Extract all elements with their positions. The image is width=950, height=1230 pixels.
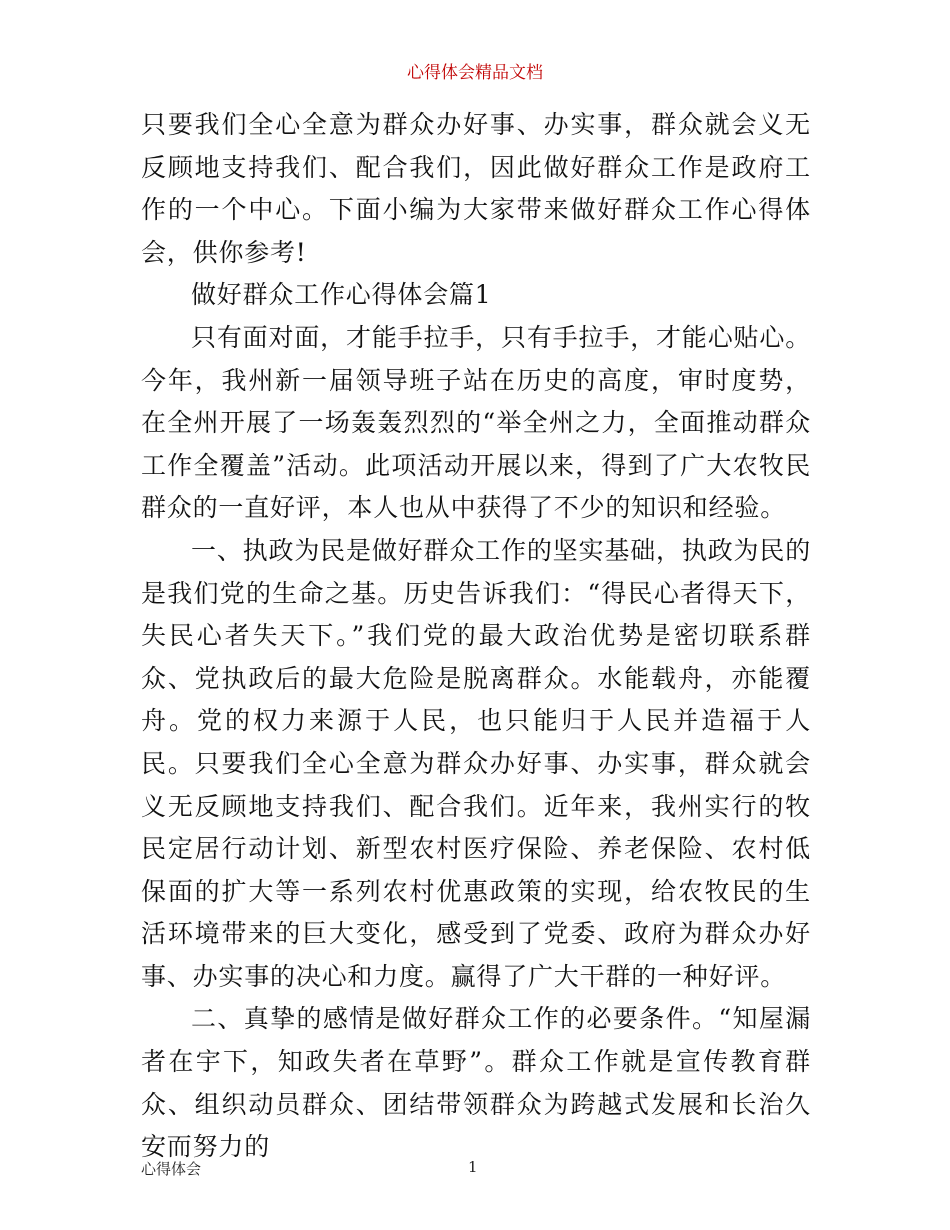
document-body: [141, 104, 811, 1169]
page-header-title: 心得体会精品文档: [407, 63, 543, 83]
page-number: 1: [468, 1158, 478, 1176]
body-paragraph: 只有面对面，才能手拉手，只有手拉手，才能心贴心。今年，我州新一届领导班子站在历史的高度，审时度势，在全州开展了一场轰轰烈烈的“举全州之力，全面推动群众工作全覆盖”活动。此项活动开展以来，得到了广大农牧民群众的一直好评，本人也从中获得了不少的知识和经验。: [141, 322, 811, 523]
body-paragraph: 一、执政为民是做好群众工作的坚实基础，执政为民的是我们党的生命之基。历史告诉我们：“得民心者得天下，失民心者失天下。”我们党的最大政治优势是密切联系群众、党执政后的最大危险是脱离群众。水能载舟，亦能覆舟。党的权力来源于人民，也只能归于人民并造福于人民。只要我们全心全意为群众办好事、办实事，群众就会义无反顾地支持我们、配合我们。近年来，我州实行的牧民定居行动计划、新型农村医疗保险、养老保险、农村低保面的扩大等一系列农村优惠政策的实现，给农牧民的生活环境带来的巨大变化，感受到了党委、政府为群众办好事、办实事的决心和力度。赢得了广大干群的一种好评。: [141, 535, 811, 991]
intro-paragraph: 只要我们全心全意为群众办好事、办实事，群众就会义无反顾地支持我们、配合我们，因此做好群众工作是政府工作的一个中心。下面小编为大家带来做好群众工作心得体会，供你参考!: [141, 110, 811, 267]
body-paragraph: 二、真挚的感情是做好群众工作的必要条件。“知屋漏者在宇下，知政失者在草野”。群众工作就是宣传教育群众、组织动员群众、团结带领群众为跨越式发展和长治久安而努力的: [141, 1004, 811, 1162]
footer-label: 心得体会: [141, 1160, 202, 1178]
section-heading: 做好群众工作心得体会篇1: [191, 280, 492, 310]
